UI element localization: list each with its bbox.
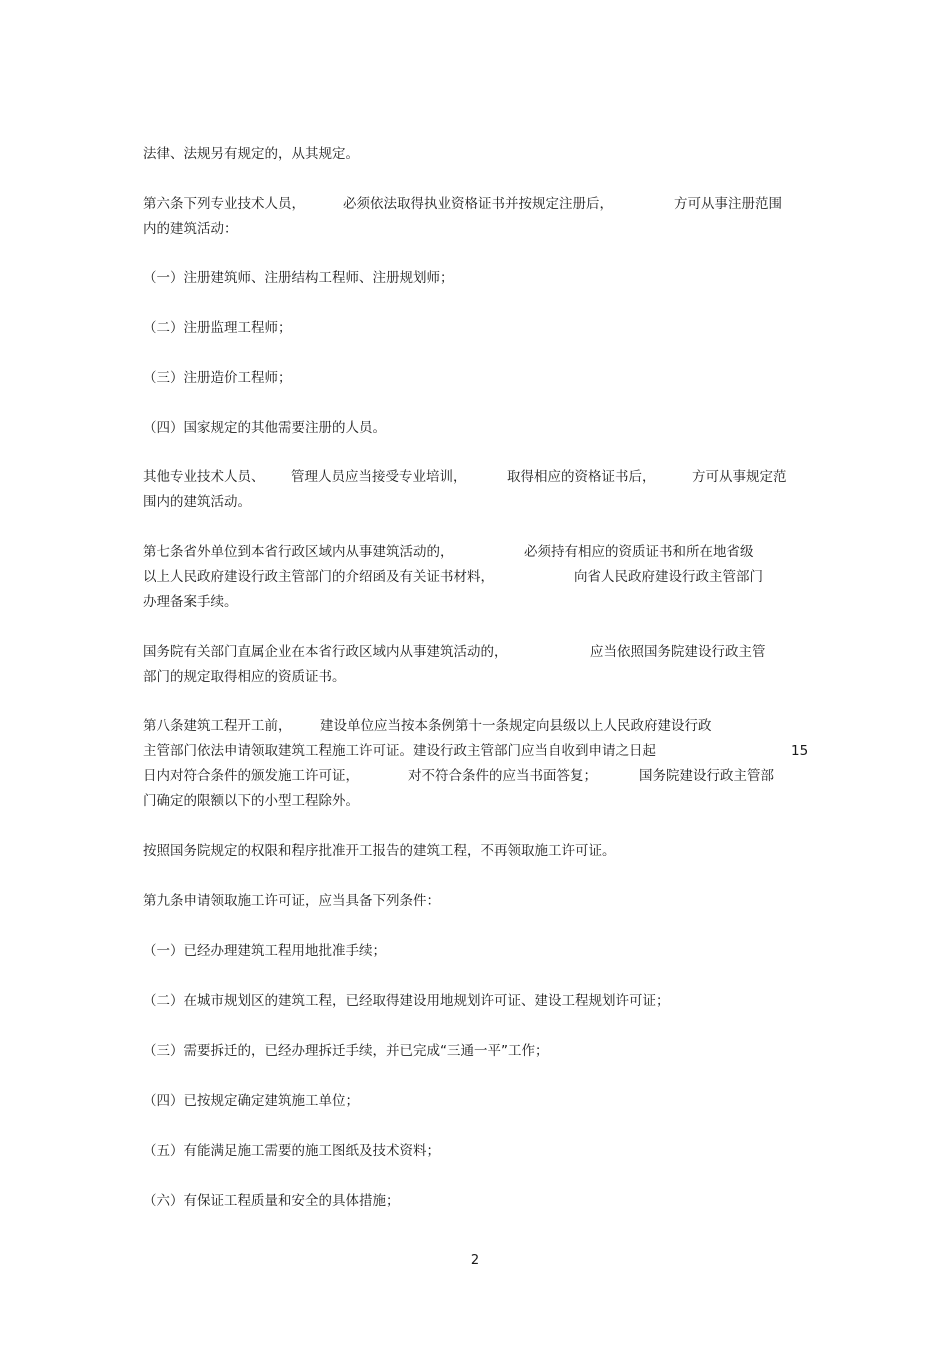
- text-line: 日内对符合条件的颁发施工许可证， 对不符合条件的应当书面答复； 国务院建设行政主管部: [143, 768, 774, 784]
- paragraph-article-6: [143, 192, 803, 242]
- text-line: 其他专业技术人员、 管理人员应当接受专业培训， 取得相应的资格证书后， 方可从事规定范: [143, 469, 787, 485]
- text-line: （四）国家规定的其他需要注册的人员。: [143, 420, 386, 436]
- text-line: （二）注册监理工程师；: [143, 320, 292, 336]
- text-line: （六）有保证工程质量和安全的具体措施；: [143, 1193, 400, 1209]
- text-line: （三）注册造价工程师；: [143, 370, 292, 386]
- text-line: （三）需要拆迁的，已经办理拆迁手续，并已完成“三通一平”工作；: [143, 1043, 549, 1059]
- text-line: （四）已按规定确定建筑施工单位；: [143, 1093, 359, 1109]
- text-line: 门确定的限额以下的小型工程除外。: [143, 793, 359, 809]
- text-line: 法律、法规另有规定的，从其规定。: [143, 146, 359, 162]
- paragraph-law-exception: [143, 142, 803, 167]
- text-line: （二）在城市规划区的建筑工程，已经取得建设用地规划许可证、建设工程规划许可证；: [143, 993, 670, 1009]
- condition-item-2: [143, 989, 803, 1014]
- text-line: 以上人民政府建设行政主管部门的介绍函及有关证书材料， 向省人民政府建设行政主管部门: [143, 569, 763, 585]
- text-line: 第八条建筑工程开工前， 建设单位应当按本条例第十一条规定向县级以上人民政府建设行政: [143, 718, 712, 734]
- paragraph-article-9: [143, 889, 803, 914]
- condition-item-5: [143, 1139, 803, 1164]
- text-line: （一）注册建筑师、注册结构工程师、注册规划师；: [143, 270, 454, 286]
- page-number: 2: [470, 1253, 480, 1268]
- text-line: 第七条省外单位到本省行政区域内从事建筑活动的， 必须持有相应的资质证书和所在地省级: [143, 544, 754, 560]
- condition-item-1: [143, 939, 803, 964]
- text-line: 围内的建筑活动。: [143, 494, 251, 510]
- paragraph-approved-projects: [143, 839, 803, 864]
- text-line: 按照国务院规定的权限和程序批准开工报告的建筑工程，不再领取施工许可证。: [143, 843, 616, 859]
- list-item-4: [143, 416, 803, 441]
- text-line: 国务院有关部门直属企业在本省行政区域内从事建筑活动的， 应当依照国务院建设行政主管: [143, 644, 766, 660]
- paragraph-article-7: [143, 540, 803, 615]
- list-item-1: [143, 266, 803, 291]
- paragraph-state-council-enterprises: [143, 640, 803, 690]
- text-line: （一）已经办理建筑工程用地批准手续；: [143, 943, 386, 959]
- condition-item-3: [143, 1039, 803, 1064]
- text-line: 第六条下列专业技术人员， 必须依法取得执业资格证书并按规定注册后， 方可从事注册范围: [143, 196, 782, 212]
- text-line: 办理备案手续。: [143, 594, 238, 610]
- text-line: （五）有能满足施工需要的施工图纸及技术资料；: [143, 1143, 440, 1159]
- text-line: 主管部门依法申请领取建筑工程施工许可证。建设行政主管部门应当自收到申请之日起 15: [143, 743, 809, 759]
- text-line: 内的建筑活动：: [143, 221, 238, 237]
- condition-item-6: [143, 1189, 803, 1214]
- condition-item-4: [143, 1089, 803, 1114]
- paragraph-article-8: [143, 714, 809, 814]
- text-line: 部门的规定取得相应的资质证书。: [143, 669, 346, 685]
- paragraph-other-personnel: [143, 465, 803, 515]
- list-item-3: [143, 366, 803, 391]
- list-item-2: [143, 316, 803, 341]
- text-line: 第九条申请领取施工许可证，应当具备下列条件：: [143, 893, 440, 909]
